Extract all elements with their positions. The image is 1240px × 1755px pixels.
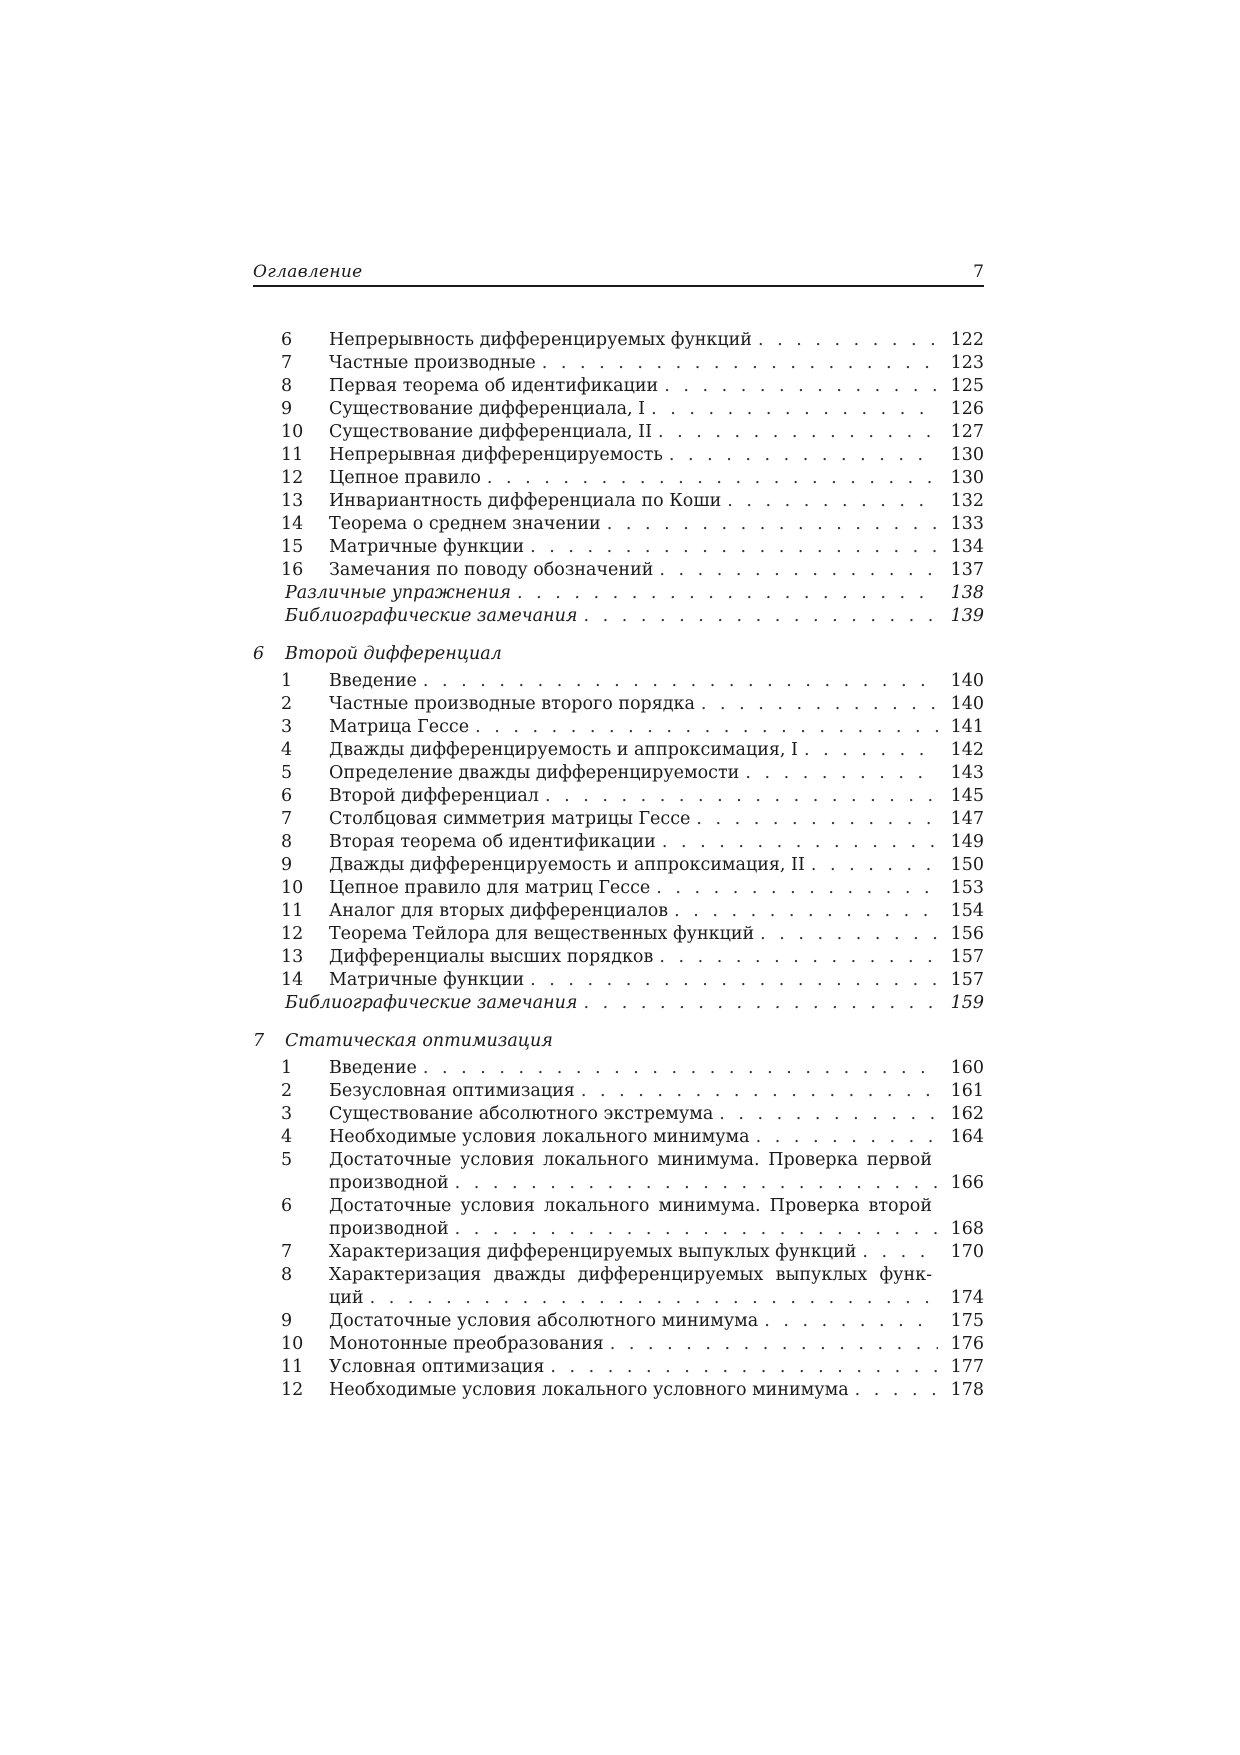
toc-entry[interactable] [253,444,984,467]
section-number: 5 [281,1150,293,1170]
chapter-heading[interactable] [253,1015,984,1057]
section-number: 14 [281,514,304,534]
toc-entry[interactable] [253,1103,984,1126]
leader-dots [583,605,938,628]
entry-page-number: 168 [938,1218,984,1241]
section-number: 1 [281,1058,293,1078]
section-number: 3 [281,1104,293,1124]
leader-dots [651,398,938,421]
leader-dots [760,923,938,946]
entry-row [329,670,984,693]
entry-title: Матрица Гессе [329,716,475,739]
section-number: 10 [281,1334,304,1354]
leader-dots [855,1379,938,1402]
entry-title: Вторая теорема об идентификации [329,831,662,854]
leader-dots [664,375,938,398]
entry-row [329,375,984,398]
entry-page-number: 127 [938,421,984,444]
leader-dots [581,1080,938,1103]
entry-row [329,1057,984,1080]
leader-dots [542,352,938,375]
entry-row [329,808,984,831]
section-number: 4 [281,740,293,760]
entry-title: Теорема Тейлора для вещественных функций [329,923,760,946]
entry-row [329,739,984,762]
entry-title: Существование дифференциала, II [329,421,658,444]
toc-entry[interactable] [253,536,984,559]
entry-title: Существование дифференциала, I [329,398,651,421]
entry-title: Теорема о среднем значении [329,513,607,536]
entry-row [329,785,984,808]
toc-entry[interactable] [253,1264,984,1287]
section-number: 8 [281,376,293,396]
entry-page-number: 162 [938,1103,984,1126]
section-number: 13 [281,491,304,511]
entry-row [285,992,984,1015]
entry-title: Введение [329,670,423,693]
leader-dots [696,808,938,831]
leader-dots [656,877,938,900]
entry-row [329,969,984,992]
entry-row [329,1241,984,1264]
leader-dots [862,1241,938,1264]
entry-row [329,900,984,923]
toc-entry[interactable] [253,329,984,352]
entry-title: Безусловная оптимизация [329,1080,581,1103]
entry-title-line1: Достаточные условия локального минимума. Проверка первой [329,1150,932,1170]
entry-row [329,1103,984,1126]
entry-row [329,467,984,490]
toc-entry[interactable] [253,1241,984,1264]
leader-dots [610,1333,938,1356]
toc-entry-continuation[interactable] [253,1172,984,1195]
section-number: 13 [281,947,304,967]
leader-dots [674,900,938,923]
toc-entry[interactable] [253,1195,984,1218]
entry-page-number: 125 [938,375,984,398]
toc-entry[interactable] [253,785,984,808]
entry-title: Характеризация дифференцируемых выпуклых функций [329,1241,862,1264]
entry-row [329,398,984,421]
leader-dots [455,1218,938,1241]
entry-page-number: 154 [938,900,984,923]
entry-title: Матричные функции [329,969,530,992]
entry-page-number: 126 [938,398,984,421]
entry-row [329,693,984,716]
entry-title: Непрерывная дифференцируемость [329,444,669,467]
section-number: 5 [281,763,293,783]
entry-title-line1: Достаточные условия локального минимума. Проверка второй [329,1196,932,1216]
entry-row [329,1287,984,1310]
entry-title: Непрерывность дифференцируемых функций [329,329,758,352]
entry-title: Матричные функции [329,536,530,559]
leader-dots [659,559,938,582]
toc-entry[interactable] [253,946,984,969]
entry-title: Первая теорема об идентификации [329,375,664,398]
toc-entry[interactable] [253,854,984,877]
entry-row [329,536,984,559]
leader-dots [423,670,938,693]
entry-row [329,716,984,739]
leader-dots [727,490,938,513]
leader-dots [658,421,938,444]
toc-entry[interactable] [253,1333,984,1356]
leader-dots [550,1356,938,1379]
toc-entry[interactable] [253,808,984,831]
toc-entry[interactable] [253,877,984,900]
entry-title: Замечания по поводу обозначений [329,559,659,582]
entry-title: Достаточные условия абсолютного минимума [329,1310,764,1333]
section-number: 12 [281,468,304,488]
entry-page-number: 149 [938,831,984,854]
entry-row [329,1126,984,1149]
entry-page-number: 159 [938,992,984,1015]
section-number: 12 [281,924,304,944]
running-head-title: Оглавление [253,262,363,282]
toc-entry[interactable] [253,739,984,762]
entry-page-number: 176 [938,1333,984,1356]
chapter-title: Статическая оптимизация [285,1031,553,1051]
entry-page-number: 122 [938,329,984,352]
toc-entry-continuation[interactable] [253,1287,984,1310]
header-rule [253,285,984,287]
section-number: 9 [281,1311,293,1331]
leader-dots [756,1126,938,1149]
section-number: 7 [281,809,293,829]
toc-entry[interactable] [253,900,984,923]
toc-entry[interactable] [253,1126,984,1149]
entry-title: Столбцовая симметрия матрицы Гессе [329,808,696,831]
entry-page-number: 156 [938,923,984,946]
toc-entry[interactable] [253,421,984,444]
section-number: 6 [281,330,293,350]
entry-page-number: 138 [938,582,984,605]
leader-dots [475,716,938,739]
leader-dots [811,854,938,877]
entry-title: Частные производные [329,352,542,375]
entry-row [329,1172,984,1195]
toc-entry[interactable] [253,1356,984,1379]
entry-row [329,559,984,582]
entry-row [329,1333,984,1356]
entry-title: Второй дифференциал [329,785,545,808]
entry-title-line2: ций [329,1287,370,1310]
section-number: 4 [281,1127,293,1147]
toc-subentry[interactable] [253,582,984,605]
section-number: 6 [281,1196,293,1216]
entry-title: Необходимые условия локального условного минимума [329,1379,855,1402]
entry-row [329,1080,984,1103]
entry-title: Дифференциалы высших порядков [329,946,659,969]
leader-dots [804,739,938,762]
entry-page-number: 164 [938,1126,984,1149]
entry-row [329,854,984,877]
leader-dots [370,1287,938,1310]
entry-page-number: 123 [938,352,984,375]
toc-subentry[interactable] [253,605,984,628]
leader-dots [545,785,938,808]
chapter-heading[interactable] [253,628,984,670]
leader-dots [719,1103,938,1126]
entry-page-number: 139 [938,605,984,628]
entry-row [329,513,984,536]
leader-dots [423,1057,938,1080]
entry-title: Определение дважды дифференцируемости [329,762,745,785]
section-number: 11 [281,1357,304,1377]
entry-row [329,1310,984,1333]
section-number: 8 [281,1265,293,1285]
leader-dots [583,992,938,1015]
leader-dots [530,536,938,559]
entry-title: Цепное правило [329,467,487,490]
leader-dots [764,1310,938,1333]
entry-row [285,582,984,605]
entry-title: Различные упражнения [285,582,517,605]
entry-page-number: 137 [938,559,984,582]
entry-page-number: 133 [938,513,984,536]
section-number: 9 [281,399,293,419]
leader-dots [659,946,938,969]
entry-page-number: 130 [938,444,984,467]
leader-dots [530,969,938,992]
entry-page-number: 177 [938,1356,984,1379]
entry-row [329,490,984,513]
entry-title: Введение [329,1057,423,1080]
section-number: 2 [281,1081,293,1101]
section-number: 14 [281,970,304,990]
leader-dots [455,1172,938,1195]
entry-title: Цепное правило для матриц Гессе [329,877,656,900]
entry-row [329,352,984,375]
chapter-title: Второй дифференциал [285,644,502,664]
toc-entry[interactable] [253,1149,984,1172]
entry-row [329,946,984,969]
section-number: 10 [281,422,304,442]
toc-entry[interactable] [253,467,984,490]
chapter-number: 7 [253,1031,265,1051]
toc-entry-continuation[interactable] [253,1218,984,1241]
entry-page-number: 130 [938,467,984,490]
entry-title: Условная оптимизация [329,1356,550,1379]
toc-entry[interactable] [253,490,984,513]
entry-title: Аналог для вторых дифференциалов [329,900,674,923]
toc-entry[interactable] [253,693,984,716]
section-number: 7 [281,1242,293,1262]
section-number: 10 [281,878,304,898]
entry-row [329,762,984,785]
entry-title: Дважды дифференцируемость и аппроксимация, I [329,739,804,762]
entry-page-number: 160 [938,1057,984,1080]
toc-entry[interactable] [253,352,984,375]
section-number: 6 [281,786,293,806]
entry-title: Монотонные преобразования [329,1333,610,1356]
entry-row [329,1218,984,1241]
entry-page-number: 147 [938,808,984,831]
leader-dots [669,444,938,467]
entry-title: Дважды дифференцируемость и аппроксимация, II [329,854,811,877]
toc-entry[interactable] [253,375,984,398]
entry-page-number: 174 [938,1287,984,1310]
section-number: 15 [281,537,304,557]
entry-page-number: 143 [938,762,984,785]
section-number: 16 [281,560,304,580]
toc-entry[interactable] [253,762,984,785]
section-number: 8 [281,832,293,852]
toc-entry[interactable] [253,716,984,739]
entry-title-line1: Характеризация дважды дифференцируемых выпуклых функ- [329,1265,932,1285]
entry-page-number: 170 [938,1241,984,1264]
entry-page-number: 140 [938,670,984,693]
section-number: 11 [281,901,304,921]
entry-page-number: 141 [938,716,984,739]
entry-page-number: 175 [938,1310,984,1333]
entry-page-number: 157 [938,946,984,969]
section-number: 11 [281,445,304,465]
entry-page-number: 161 [938,1080,984,1103]
entry-page-number: 134 [938,536,984,559]
entry-title: Библиографические замечания [285,992,583,1015]
entry-page-number: 166 [938,1172,984,1195]
toc-entry[interactable] [253,969,984,992]
running-head-page-number: 7 [973,262,984,282]
entry-title: Необходимые условия локального минимума [329,1126,756,1149]
toc-entry[interactable] [253,1057,984,1080]
entry-row [329,877,984,900]
leader-dots [487,467,938,490]
entry-page-number: 150 [938,854,984,877]
entry-title: Инвариантность дифференциала по Коши [329,490,727,513]
entry-row [329,421,984,444]
entry-row [329,923,984,946]
entry-title: Библиографические замечания [285,605,583,628]
toc-subentry[interactable] [253,992,984,1015]
chapter-number: 6 [253,644,265,664]
leader-dots [745,762,938,785]
section-number: 2 [281,694,293,714]
leader-dots [662,831,938,854]
entry-title-line2: производной [329,1172,455,1195]
entry-title: Частные производные второго порядка [329,693,701,716]
toc-entry[interactable] [253,670,984,693]
toc-entry[interactable] [253,513,984,536]
entry-page-number: 142 [938,739,984,762]
toc-entry[interactable] [253,831,984,854]
entry-page-number: 145 [938,785,984,808]
section-number: 1 [281,671,293,691]
entry-row [329,1379,984,1402]
leader-dots [701,693,938,716]
table-of-contents [253,329,984,1402]
entry-row [329,1356,984,1379]
entry-row [329,329,984,352]
leader-dots [607,513,938,536]
section-number: 3 [281,717,293,737]
toc-entry[interactable] [253,1080,984,1103]
entry-row [285,605,984,628]
leader-dots [517,582,938,605]
entry-row [329,831,984,854]
section-number: 12 [281,1380,304,1400]
toc-entry[interactable] [253,559,984,582]
toc-entry[interactable] [253,1310,984,1333]
toc-entry[interactable] [253,923,984,946]
entry-page-number: 178 [938,1379,984,1402]
section-number: 9 [281,855,293,875]
entry-row [329,444,984,467]
leader-dots [758,329,938,352]
entry-title: Существование абсолютного экстремума [329,1103,719,1126]
toc-entry[interactable] [253,1379,984,1402]
entry-page-number: 157 [938,969,984,992]
entry-page-number: 140 [938,693,984,716]
entry-page-number: 132 [938,490,984,513]
toc-entry[interactable] [253,398,984,421]
entry-page-number: 153 [938,877,984,900]
section-number: 7 [281,353,293,373]
entry-title-line2: производной [329,1218,455,1241]
